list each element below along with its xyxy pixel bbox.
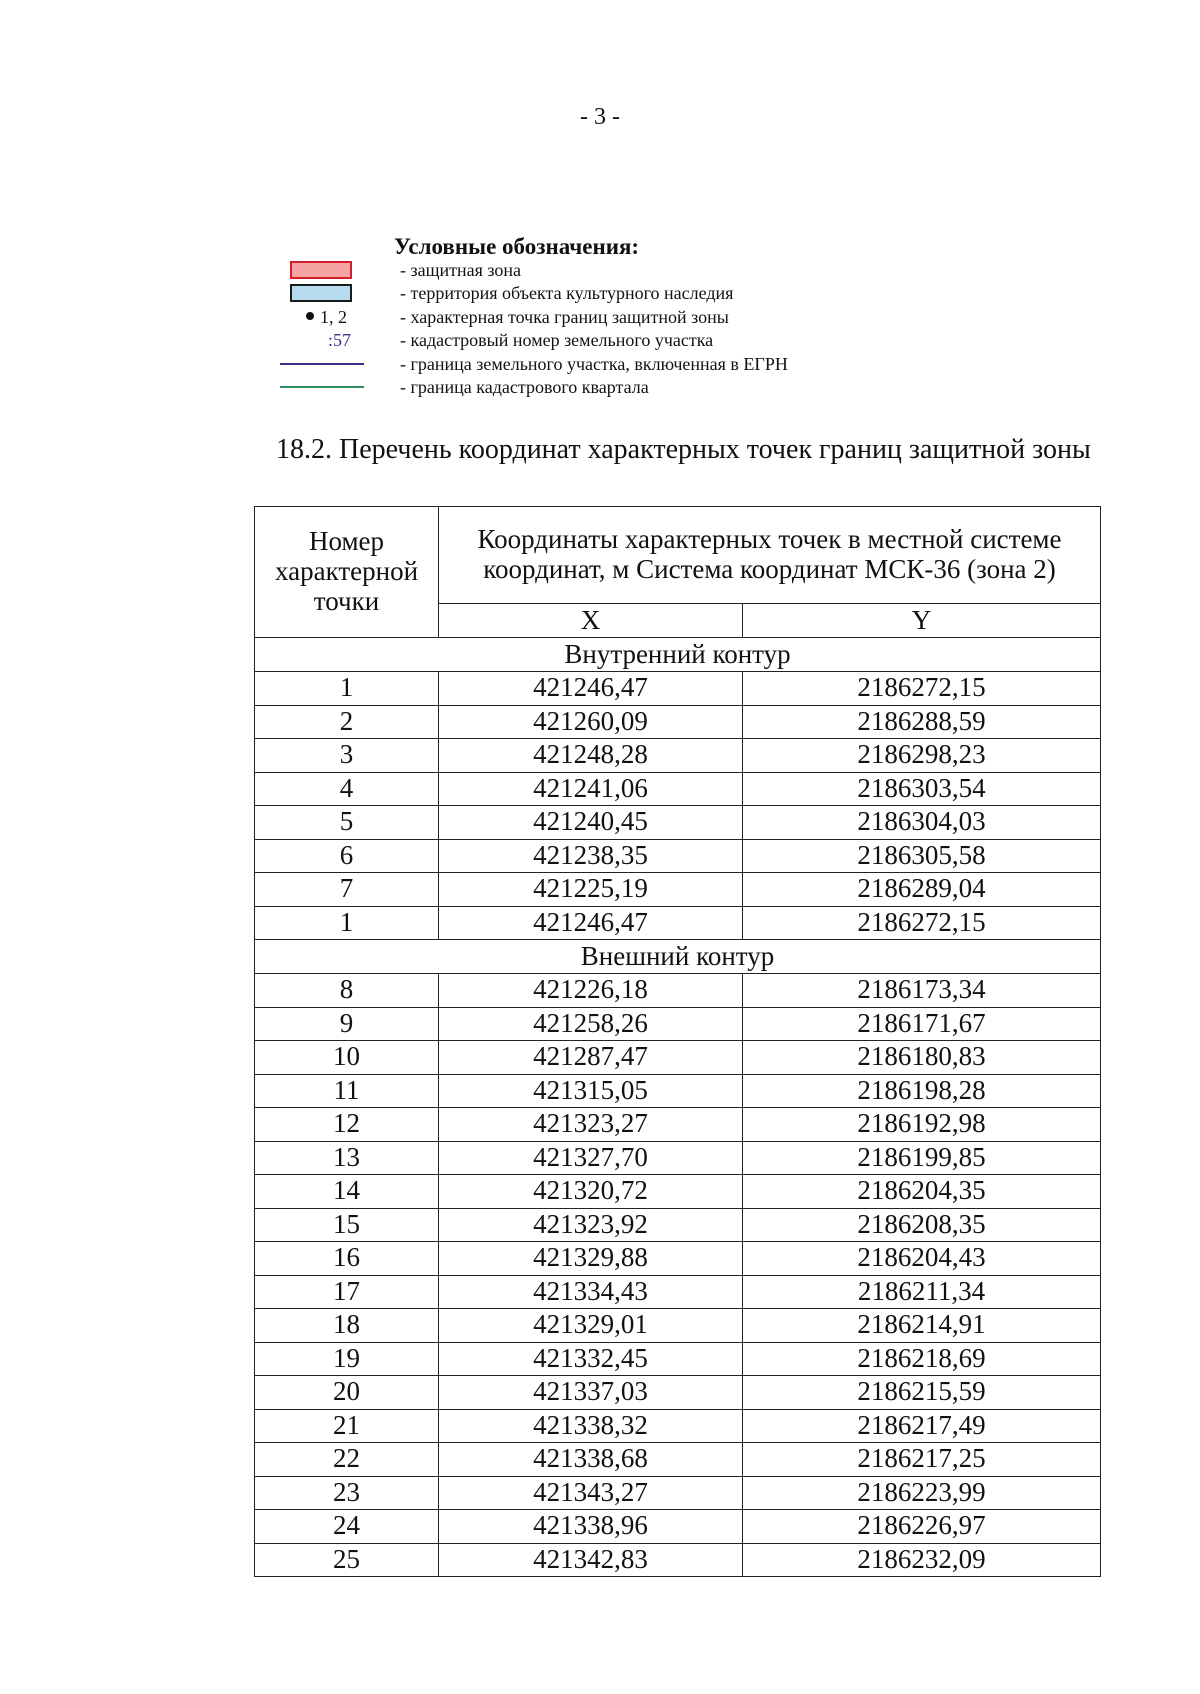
x-coordinate-cell: 421329,01 bbox=[439, 1309, 743, 1343]
x-coordinate-cell: 421246,47 bbox=[439, 906, 743, 940]
table-row bbox=[255, 1309, 1101, 1343]
cadastral-number-symbol: :57 bbox=[328, 330, 352, 350]
land-plot-boundary-line-icon bbox=[280, 363, 364, 365]
legend-item-land-plot-boundary bbox=[0, 353, 1200, 375]
table-row bbox=[255, 1007, 1101, 1041]
point-number-cell: 12 bbox=[255, 1108, 439, 1142]
table-row bbox=[255, 1409, 1101, 1443]
point-number-header bbox=[255, 507, 439, 638]
legend-item-label: - территория объекта культурного наследия bbox=[400, 283, 734, 303]
table-row bbox=[255, 1443, 1101, 1477]
y-coordinate-cell: 2186288,59 bbox=[743, 705, 1101, 739]
legend-item-label: - защитная зона bbox=[400, 260, 521, 280]
y-coordinate-cell: 2186298,23 bbox=[743, 739, 1101, 773]
characteristic-point-symbol bbox=[306, 306, 347, 328]
point-number-cell: 3 bbox=[255, 739, 439, 773]
y-coordinate-cell: 2186214,91 bbox=[743, 1309, 1101, 1343]
x-coordinate-cell: 421343,27 bbox=[439, 1476, 743, 1510]
point-symbol-label: 1, 2 bbox=[320, 307, 347, 327]
section-heading: 18.2. Перечень координат характерных точек границ защитной зоны bbox=[276, 434, 1091, 465]
y-coordinate-cell: 2186180,83 bbox=[743, 1041, 1101, 1075]
table-row bbox=[255, 705, 1101, 739]
protective-zone-swatch bbox=[290, 261, 352, 279]
point-number-cell: 23 bbox=[255, 1476, 439, 1510]
table-row bbox=[255, 1175, 1101, 1209]
table-row bbox=[255, 1543, 1101, 1577]
legend-item-cadastral-number bbox=[0, 329, 1200, 351]
legend-title: Условные обозначения: bbox=[394, 234, 640, 259]
x-coordinate-cell: 421334,43 bbox=[439, 1275, 743, 1309]
y-coordinate-cell: 2186226,97 bbox=[743, 1510, 1101, 1544]
x-coordinate-cell: 421226,18 bbox=[439, 974, 743, 1008]
y-coordinate-cell: 2186223,99 bbox=[743, 1476, 1101, 1510]
x-coordinate-cell: 421338,68 bbox=[439, 1443, 743, 1477]
y-coordinate-cell: 2186272,15 bbox=[743, 672, 1101, 706]
y-coordinate-cell: 2186289,04 bbox=[743, 873, 1101, 907]
x-coordinate-cell: 421342,83 bbox=[439, 1543, 743, 1577]
y-coordinate-cell: 2186204,43 bbox=[743, 1242, 1101, 1276]
point-number-cell: 5 bbox=[255, 806, 439, 840]
legend-item-heritage-territory bbox=[0, 282, 1200, 304]
x-coordinate-cell: 421241,06 bbox=[439, 772, 743, 806]
x-coordinate-cell: 421332,45 bbox=[439, 1342, 743, 1376]
table-row bbox=[255, 1141, 1101, 1175]
legend-item-characteristic-point bbox=[0, 306, 1200, 328]
point-number-cell: 21 bbox=[255, 1409, 439, 1443]
table-row bbox=[255, 806, 1101, 840]
x-coordinate-cell: 421320,72 bbox=[439, 1175, 743, 1209]
y-coordinate-cell: 2186204,35 bbox=[743, 1175, 1101, 1209]
legend-item-label: - граница кадастрового квартала bbox=[400, 377, 649, 397]
table-row bbox=[255, 1510, 1101, 1544]
point-number-cell: 15 bbox=[255, 1208, 439, 1242]
x-coordinate-cell: 421225,19 bbox=[439, 873, 743, 907]
legend-item-protective-zone bbox=[0, 259, 1200, 281]
y-coordinate-cell: 2186304,03 bbox=[743, 806, 1101, 840]
x-coordinate-cell: 421323,27 bbox=[439, 1108, 743, 1142]
section-title: Внешний контур bbox=[255, 940, 1101, 974]
point-number-cell: 1 bbox=[255, 906, 439, 940]
table-row bbox=[255, 1476, 1101, 1510]
point-number-cell: 9 bbox=[255, 1007, 439, 1041]
page-number: - 3 - bbox=[580, 104, 620, 130]
x-coordinate-cell: 421315,05 bbox=[439, 1074, 743, 1108]
table-section-row bbox=[255, 638, 1101, 672]
point-number-cell: 10 bbox=[255, 1041, 439, 1075]
y-coordinate-cell: 2186232,09 bbox=[743, 1543, 1101, 1577]
y-coordinate-cell: 2186305,58 bbox=[743, 839, 1101, 873]
x-coordinate-cell: 421329,88 bbox=[439, 1242, 743, 1276]
legend-item-label: - характерная точка границ защитной зоны bbox=[400, 307, 729, 327]
heritage-territory-swatch bbox=[290, 284, 352, 302]
x-coordinate-cell: 421338,32 bbox=[439, 1409, 743, 1443]
section-title: Внутренний контур bbox=[255, 638, 1101, 672]
table-row bbox=[255, 839, 1101, 873]
x-coordinate-cell: 421246,47 bbox=[439, 672, 743, 706]
y-coordinate-cell: 2186208,35 bbox=[743, 1208, 1101, 1242]
x-coordinate-cell: 421327,70 bbox=[439, 1141, 743, 1175]
point-number-cell: 1 bbox=[255, 672, 439, 706]
table-row bbox=[255, 1242, 1101, 1276]
coordinates-header-text: Координаты характерных точек в местной системе координат, м Система координат МСК-36 (зона 2) bbox=[477, 524, 1062, 584]
point-number-cell: 4 bbox=[255, 772, 439, 806]
table-row bbox=[255, 1108, 1101, 1142]
table-row bbox=[255, 1208, 1101, 1242]
table-row bbox=[255, 1342, 1101, 1376]
x-coordinate-cell: 421287,47 bbox=[439, 1041, 743, 1075]
point-number-cell: 11 bbox=[255, 1074, 439, 1108]
x-coordinate-cell: 421248,28 bbox=[439, 739, 743, 773]
legend-item-cadastral-quarter-boundary bbox=[0, 376, 1200, 398]
table-row bbox=[255, 1275, 1101, 1309]
point-number-cell: 14 bbox=[255, 1175, 439, 1209]
point-number-cell: 13 bbox=[255, 1141, 439, 1175]
point-dot-icon bbox=[306, 312, 314, 320]
y-coordinate-cell: 2186211,34 bbox=[743, 1275, 1101, 1309]
y-coordinate-cell: 2186173,34 bbox=[743, 974, 1101, 1008]
coordinates-table bbox=[254, 506, 1101, 1577]
table-row bbox=[255, 739, 1101, 773]
x-coordinate-cell: 421323,92 bbox=[439, 1208, 743, 1242]
x-coordinate-cell: 421260,09 bbox=[439, 705, 743, 739]
y-coordinate-cell: 2186218,69 bbox=[743, 1342, 1101, 1376]
point-number-cell: 18 bbox=[255, 1309, 439, 1343]
x-header: X bbox=[439, 604, 743, 638]
point-number-cell: 7 bbox=[255, 873, 439, 907]
legend-item-label: - кадастровый номер земельного участка bbox=[400, 330, 714, 350]
y-coordinate-cell: 2186303,54 bbox=[743, 772, 1101, 806]
y-coordinate-cell: 2186272,15 bbox=[743, 906, 1101, 940]
y-coordinate-cell: 2186171,67 bbox=[743, 1007, 1101, 1041]
y-coordinate-cell: 2186198,28 bbox=[743, 1074, 1101, 1108]
table-row bbox=[255, 1041, 1101, 1075]
point-number-cell: 17 bbox=[255, 1275, 439, 1309]
point-number-cell: 22 bbox=[255, 1443, 439, 1477]
x-coordinate-cell: 421240,45 bbox=[439, 806, 743, 840]
y-coordinate-cell: 2186217,49 bbox=[743, 1409, 1101, 1443]
point-number-cell: 2 bbox=[255, 705, 439, 739]
coordinates-header bbox=[439, 507, 1101, 604]
y-coordinate-cell: 2186215,59 bbox=[743, 1376, 1101, 1410]
point-number-cell: 24 bbox=[255, 1510, 439, 1544]
point-number-cell: 16 bbox=[255, 1242, 439, 1276]
table-row bbox=[255, 672, 1101, 706]
table-row bbox=[255, 974, 1101, 1008]
x-coordinate-cell: 421258,26 bbox=[439, 1007, 743, 1041]
y-coordinate-cell: 2186217,25 bbox=[743, 1443, 1101, 1477]
y-header: Y bbox=[743, 604, 1101, 638]
legend-item-label: - граница земельного участка, включенная в ЕГРН bbox=[400, 354, 788, 374]
point-number-cell: 6 bbox=[255, 839, 439, 873]
point-number-cell: 19 bbox=[255, 1342, 439, 1376]
point-number-cell: 25 bbox=[255, 1543, 439, 1577]
y-coordinate-cell: 2186199,85 bbox=[743, 1141, 1101, 1175]
x-coordinate-cell: 421238,35 bbox=[439, 839, 743, 873]
point-number-cell: 20 bbox=[255, 1376, 439, 1410]
cadastral-quarter-boundary-line-icon bbox=[280, 386, 364, 388]
point-number-header-text: Номер характерной точки bbox=[274, 526, 419, 616]
table-row bbox=[255, 873, 1101, 907]
table-header-row bbox=[255, 507, 1101, 604]
table-section-row bbox=[255, 940, 1101, 974]
x-coordinate-cell: 421337,03 bbox=[439, 1376, 743, 1410]
point-number-cell: 8 bbox=[255, 974, 439, 1008]
table-row bbox=[255, 906, 1101, 940]
table-row bbox=[255, 772, 1101, 806]
table-row bbox=[255, 1376, 1101, 1410]
table-row bbox=[255, 1074, 1101, 1108]
y-coordinate-cell: 2186192,98 bbox=[743, 1108, 1101, 1142]
x-coordinate-cell: 421338,96 bbox=[439, 1510, 743, 1544]
